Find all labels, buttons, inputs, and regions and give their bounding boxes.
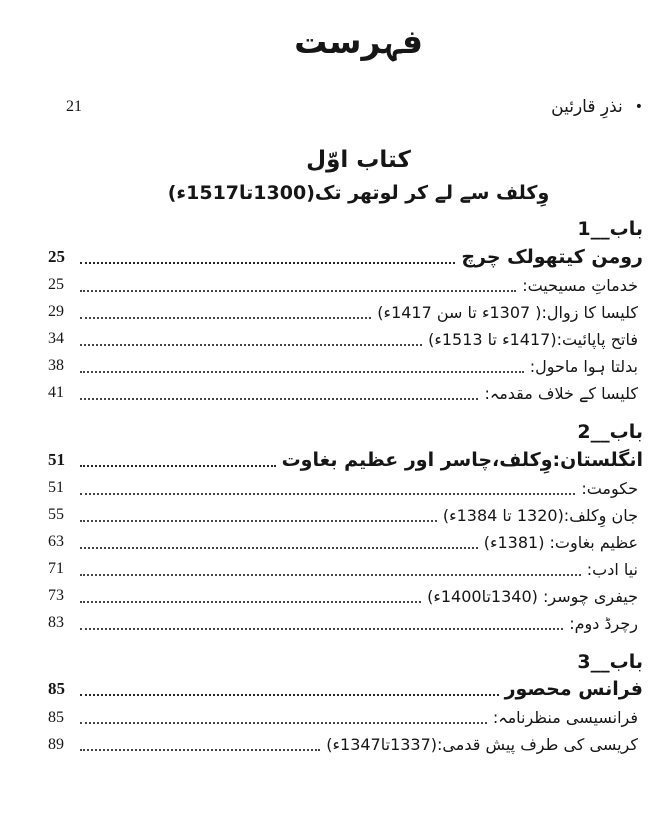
chapter-entries	[48, 475, 643, 637]
dot-leader	[80, 749, 320, 751]
entry-page-number: 85	[48, 708, 64, 726]
entry-page-number: 41	[48, 384, 64, 402]
entry-title: جان وِکلف:(1320 تا 1384ء)	[442, 505, 638, 525]
page-title: فہرست	[294, 22, 423, 61]
toc-entry-row	[48, 502, 643, 529]
toc-entry-row	[48, 704, 643, 731]
chapter-section	[48, 651, 643, 759]
book-subtitle: وِکلف سے لے کر لوتھر تک(1300تا1517ء)	[167, 182, 550, 204]
entry-title: جیفری چوسر: (1340تا1400ء)	[427, 586, 638, 606]
book-heading: کتاب اوّل	[306, 147, 411, 173]
entry-title: کریسی کی طرف پیش قدمی:(1337تا1347ء)	[326, 735, 638, 755]
dot-leader	[80, 722, 487, 724]
front-item-page-number: 21	[66, 98, 82, 115]
entry-page-number: 38	[48, 357, 64, 375]
toc-entry-row	[48, 326, 643, 353]
dot-leader	[80, 465, 276, 467]
chapter-number-label: باب__2	[577, 420, 643, 443]
chapter-page-number: 51	[48, 449, 65, 469]
toc-entry-row	[48, 299, 643, 326]
dot-leader	[80, 262, 455, 264]
dot-leader	[80, 344, 422, 346]
dot-leader	[80, 601, 421, 603]
dot-leader	[80, 290, 516, 292]
toc-entry-row	[48, 583, 643, 610]
entry-page-number: 51	[48, 479, 64, 496]
entry-title: بدلتا ہوا ماحول:	[529, 356, 638, 376]
chapter-number-label: باب__1	[577, 218, 643, 240]
entry-page-number: 71	[48, 560, 64, 577]
entry-title: فرانسیسی منظرنامہ:	[492, 708, 638, 728]
entry-page-number: 34	[48, 330, 64, 348]
chapter-section	[48, 218, 643, 407]
chapter-title: فرانس محصور	[504, 678, 643, 701]
dot-leader	[80, 317, 371, 319]
chapter-title: رومن کیتھولک چرچ	[461, 245, 643, 268]
entry-page-number: 55	[48, 506, 64, 523]
entry-page-number: 63	[48, 533, 64, 550]
toc-entry-row	[48, 380, 643, 407]
entry-title: کلیسا کے خلاف مقدمہ:	[484, 383, 638, 403]
chapter-page-number: 85	[48, 679, 65, 699]
entry-title: فاتح پاپائیت:(1417ء تا 1513ء)	[428, 329, 638, 349]
toc-entry-row	[48, 731, 643, 758]
entry-title: نیا ادب:	[586, 559, 638, 579]
front-matter-row	[48, 97, 643, 117]
chapter-section	[48, 421, 643, 637]
entry-page-number: 83	[48, 614, 64, 631]
chapters-list	[48, 218, 643, 758]
dot-leader	[80, 574, 581, 576]
entry-title: حکومت:	[581, 478, 638, 498]
dot-leader	[80, 520, 437, 522]
dot-leader	[80, 628, 563, 630]
chapter-entries	[48, 272, 643, 407]
chapter-title: انگلستان:وِکلف،چاسر اور عظیم بغاوت	[281, 448, 643, 471]
entry-page-number: 89	[48, 735, 64, 753]
chapter-title-row	[48, 242, 643, 272]
front-item-label: نذرِ قارئین	[551, 97, 623, 117]
entry-page-number: 73	[48, 587, 64, 604]
chapter-title-row	[48, 445, 643, 475]
chapter-page-number: 25	[48, 246, 65, 266]
toc-entry-row	[48, 529, 643, 556]
entry-page-number: 29	[48, 303, 64, 321]
chapter-entries	[48, 704, 643, 758]
dot-leader	[80, 694, 499, 696]
entry-title: عظیم بغاوت: (1381ء)	[483, 532, 638, 552]
chapter-number-label: باب__3	[577, 650, 643, 673]
toc-entry-row	[48, 610, 643, 637]
entry-page-number: 25	[48, 276, 64, 294]
bullet-icon: •	[634, 99, 643, 115]
toc-entry-row	[48, 353, 643, 380]
chapter-title-row	[48, 674, 643, 704]
entry-title: خدماتِ مسیحیت:	[522, 275, 638, 295]
entry-title: کلیسا کا زوال:( 1307ء تا سن 1417ء)	[377, 302, 638, 322]
entry-title: رچرڈ دوم:	[569, 613, 638, 633]
dot-leader	[80, 398, 478, 400]
dot-leader	[80, 547, 478, 549]
dot-leader	[80, 493, 575, 495]
dot-leader	[80, 371, 524, 373]
toc-entry-row	[48, 556, 643, 583]
toc-entry-row	[48, 272, 643, 299]
toc-entry-row	[48, 475, 643, 502]
